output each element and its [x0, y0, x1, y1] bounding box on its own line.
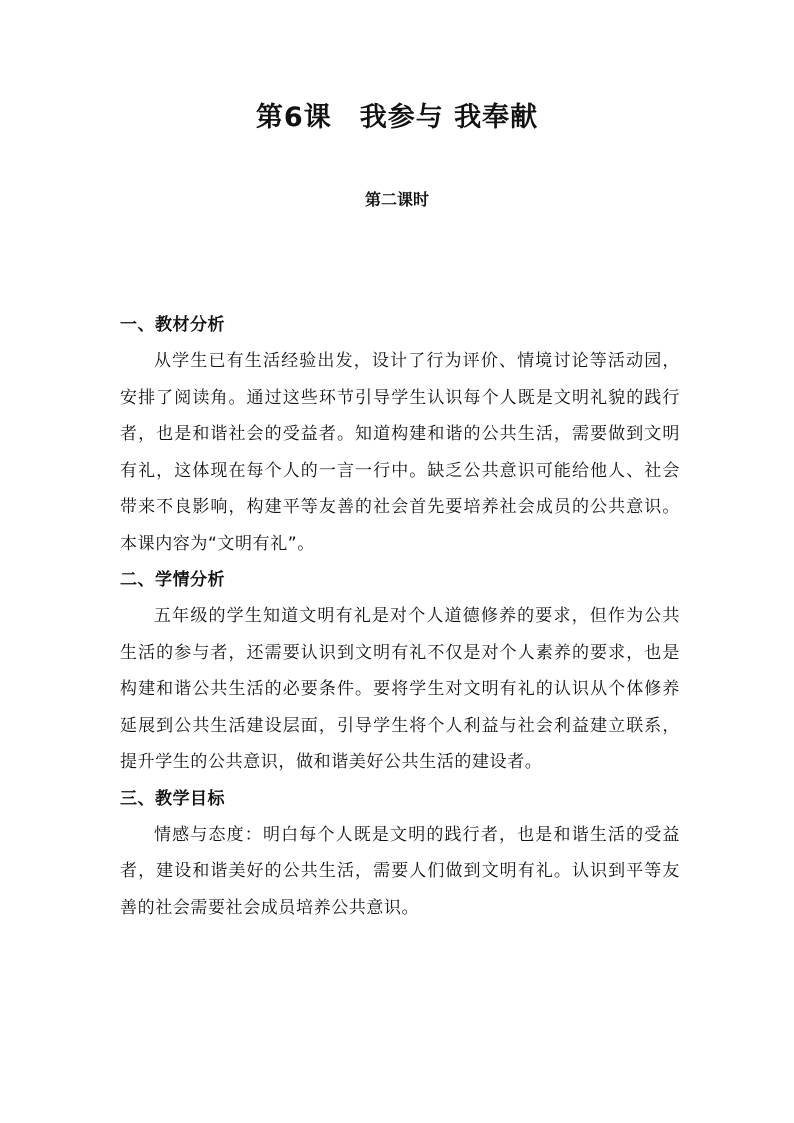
lesson-title: 第6课 我参与 我奉献 [255, 102, 539, 133]
lesson-period-subtitle: 第二课时 [364, 190, 429, 209]
section-heading-student-analysis: 二、学情分析 [120, 570, 225, 590]
section-heading-teaching-objectives: 三、教学目标 [120, 788, 225, 809]
section-paragraph-teaching-objectives: 情感与态度：明白每个人既是文明的践行者，也是和谐生活的受益者，建设和谐美好的公共生活，需要人们做到文明有礼。认识到平等友善的社会需要社会成员培养公共意识。 [120, 824, 680, 918]
section-heading-textbook-analysis: 一、教材分析 [120, 315, 225, 335]
document-body [120, 307, 680, 926]
section-paragraph-student-analysis: 五年级的学生知道文明有礼是对个人道德修养的要求，但作为公共生活的参与者，还需要认识到文明有礼不仅是对个人素养的要求，也是构建和谐公共生活的必要条件。要将学生对文明有礼的认识从个体修养延展到公共生活建设层面，引导学生将个人利益与社会利益建立联系，提升学生的公共意识，做和谐美好公共生活的建设者。 [120, 606, 680, 772]
section-paragraph-textbook-analysis: 从学生已有生活经验出发，设计了行为评价、情境讨论等活动园，安排了阅读角。通过这些环节引导学生认识每个人既是文明礼貌的践行者，也是和谐社会的受益者。知道构建和谐的公共生活，需要做到文明有礼，这体现在每个人的一言一行中。缺乏公共意识可能给他人、社会带来不良影响，构建平等友善的社会首先要培养社会成员的公共意识。本课内容为“文明有礼”。 [120, 351, 680, 554]
